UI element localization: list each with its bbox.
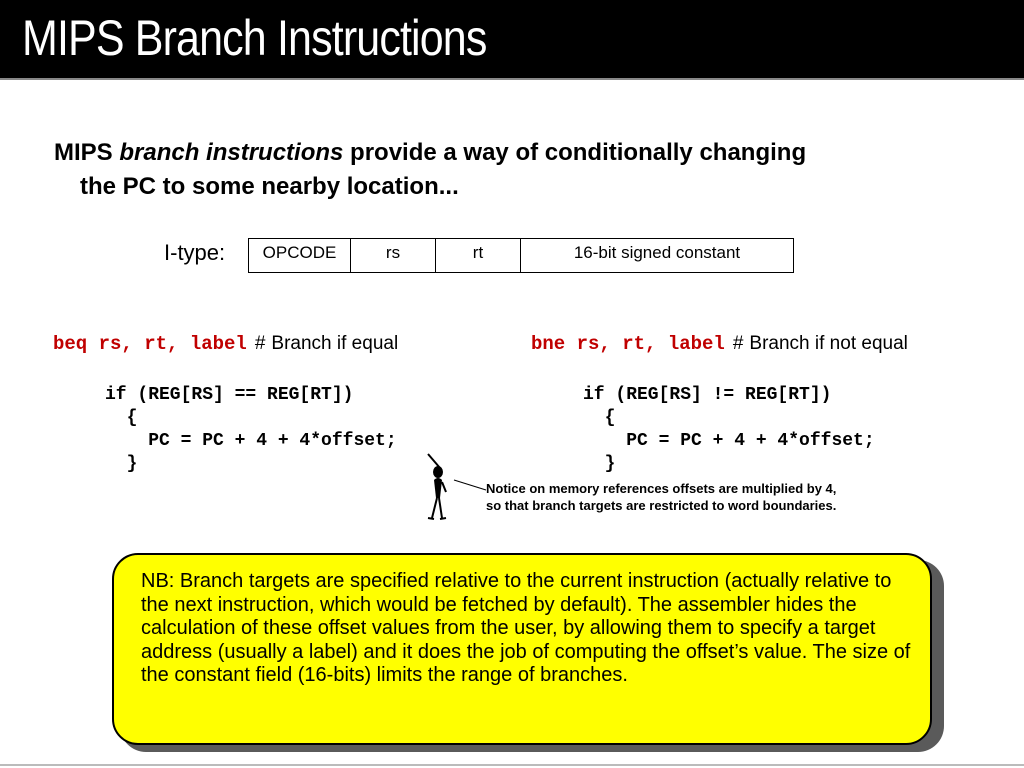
beq-pseudocode: if (REG[RS] == REG[RT]) { PC = PC + 4 + 4*offset; }: [105, 385, 397, 474]
beq-comment: Branch if equal: [271, 333, 399, 354]
format-field-rt: rt: [436, 239, 521, 272]
bne-pseudocode: if (REG[RS] != REG[RT]) { PC = PC + 4 + 4*offset; }: [583, 385, 875, 474]
bne-comment: Branch if not equal: [749, 333, 908, 354]
title-bar: [0, 0, 1024, 80]
intro-line1-rest: provide a way of conditionally changing: [343, 139, 807, 166]
bne-syntax: bne rs, rt, label: [531, 333, 725, 355]
bne-hash: #: [732, 333, 744, 354]
format-field-rs: rs: [351, 239, 436, 272]
format-field-immediate: 16-bit signed constant: [573, 243, 741, 262]
itype-label: I-type:: [164, 240, 226, 265]
offset-notice: Notice on memory references offsets are multiplied by 4, so that branch targets are restricted to word boundaries.: [486, 481, 837, 513]
intro-text: [54, 136, 974, 204]
intro-prefix: MIPS: [54, 139, 120, 166]
bne-heading: [531, 333, 908, 355]
intro-line2: the PC to some nearby location...: [80, 173, 459, 200]
bottom-divider: [0, 764, 1024, 766]
nb-text: NB: Branch targets are specified relative to the current instruction (actually relative to the next instruction, which would be fetched by default). The assembler hides the calculation of these offset values from the user, by allowing them to specify a target address (usually a label) and it does the job of computing the offset’s value. The size of the constant field (16-bits) limits the range of branches.: [141, 570, 911, 686]
stick-figure-pointing-icon: [410, 452, 490, 524]
intro-emphasis: branch instructions: [119, 139, 344, 166]
beq-hash: #: [254, 333, 266, 354]
instruction-format-table: [248, 238, 794, 273]
beq-heading: [53, 333, 398, 355]
beq-syntax: beq rs, rt, label: [53, 333, 247, 355]
slide-title: MIPS Branch Instructions: [22, 10, 487, 66]
format-field-opcode: OPCODE: [249, 239, 351, 272]
